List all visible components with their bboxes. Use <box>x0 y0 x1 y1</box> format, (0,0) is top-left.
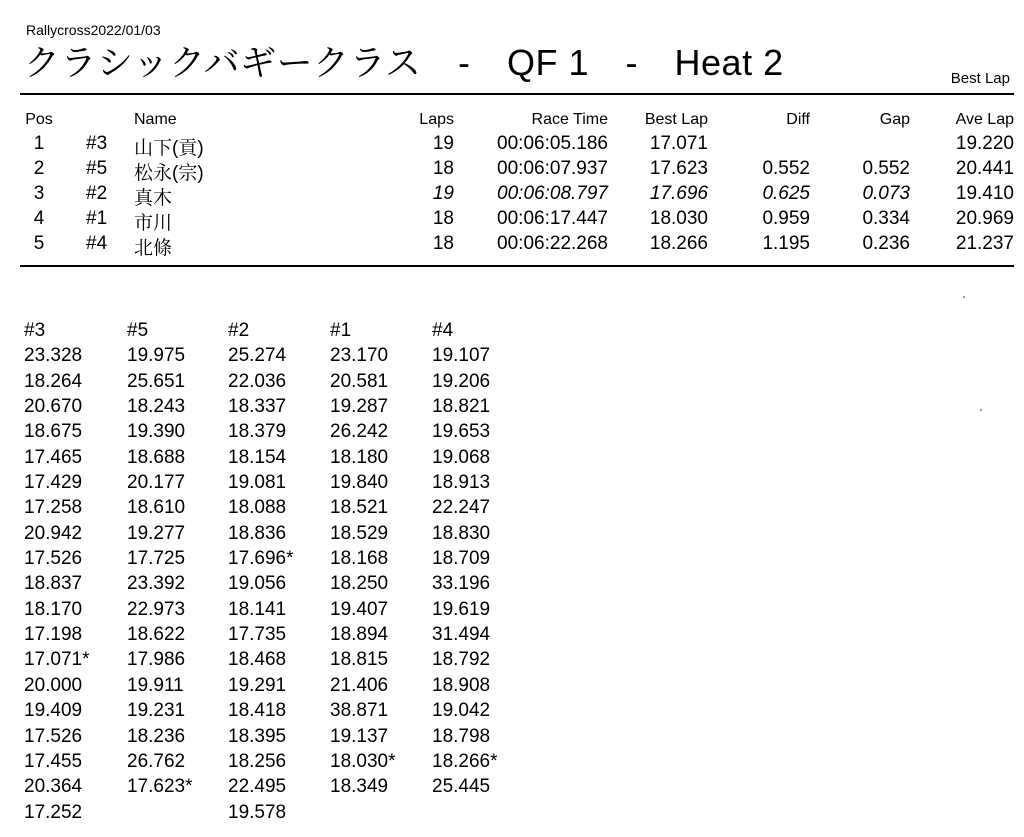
lap-time-cell: 17.258 <box>24 497 83 519</box>
lap-time-cell: 19.231 <box>127 700 186 722</box>
lap-time-cell: 18.821 <box>432 396 491 418</box>
lap-time-cell: 33.196 <box>432 573 491 595</box>
scan-speck <box>963 296 965 298</box>
results-divider <box>20 265 1014 267</box>
ave-lap-cell: 21.237 <box>955 233 1014 254</box>
lap-time-cell: 19.287 <box>330 396 389 418</box>
lap-time-cell: 20.670 <box>24 396 83 418</box>
lap-time-cell: 18.337 <box>228 396 287 418</box>
best-lap-cell: 17.623 <box>649 158 708 179</box>
lap-time-cell: 18.264 <box>24 370 83 392</box>
lap-time-cell: 19.137 <box>330 725 389 747</box>
lap-time-cell: 19.911 <box>127 674 184 696</box>
gap-cell: 0.334 <box>862 208 910 229</box>
lap-time-cell: 18.170 <box>24 598 83 620</box>
table-row <box>0 208 1024 233</box>
lap-time-cell: 18.830 <box>432 522 491 544</box>
lap-time-cell: 18.379 <box>228 421 287 443</box>
lap-time-cell: 19.056 <box>228 573 287 595</box>
lap-time-cell: 25.274 <box>228 345 287 367</box>
lap-time-cell: 17.429 <box>24 472 83 494</box>
lap-time-cell: 18.709 <box>432 548 491 570</box>
race-time-cell: 00:06:08.797 <box>497 183 608 204</box>
lap-time-cell: 17.071* <box>24 649 90 671</box>
lap-time-cell: 18.088 <box>228 497 287 519</box>
ave-lap-cell: 19.410 <box>955 183 1014 204</box>
lap-time-cell: 38.871 <box>330 700 389 722</box>
lap-time-cell: 18.250 <box>330 573 389 595</box>
ave-lap-cell: 20.441 <box>955 158 1014 179</box>
lap-time-cell: 18.395 <box>228 725 287 747</box>
table-row <box>0 183 1024 208</box>
col-header-ave-lap: Ave Lap <box>955 111 1014 128</box>
lap-time-cell: 17.198 <box>24 624 83 646</box>
event-date-line: Rallycross2022/01/03 <box>26 22 161 38</box>
lap-time-cell: 19.068 <box>432 446 491 468</box>
lap-time-cell: 19.277 <box>127 522 186 544</box>
race-time-cell: 00:06:05.186 <box>497 133 608 154</box>
lap-time-cell: 17.725 <box>127 548 186 570</box>
driver-name-cell: 北條 <box>134 238 173 259</box>
car-number-cell: #5 <box>86 158 108 179</box>
diff-cell: 0.625 <box>762 183 810 204</box>
lap-column-car-number: #2 <box>228 320 250 341</box>
lap-time-cell: 18.141 <box>228 598 287 620</box>
lap-time-cell: 17.526 <box>24 725 83 747</box>
lap-time-cell: 17.735 <box>228 624 287 646</box>
lap-time-cell: 18.418 <box>228 700 287 722</box>
lap-column-car-number: #4 <box>432 320 454 341</box>
pos-cell: 3 <box>33 183 45 204</box>
lap-time-cell: 22.247 <box>432 497 491 519</box>
best-lap-cell: 18.266 <box>649 233 708 254</box>
lap-time-cell: 19.291 <box>228 674 287 696</box>
lap-time-cell: 19.042 <box>432 700 491 722</box>
car-number-cell: #4 <box>86 233 108 254</box>
lap-time-cell: 22.973 <box>127 598 186 620</box>
lap-time-cell: 19.409 <box>24 700 83 722</box>
gap-cell: 0.552 <box>862 158 910 179</box>
gap-cell: 0.073 <box>862 183 910 204</box>
lap-time-cell: 17.455 <box>24 750 83 772</box>
driver-name-cell: 山下(貢) <box>134 138 204 159</box>
lap-time-cell: 20.364 <box>24 776 83 798</box>
lap-time-cell: 18.688 <box>127 446 186 468</box>
col-header-race-time: Race Time <box>531 111 608 128</box>
page-title: クラシックバギークラス - QF 1 - Heat 2 <box>24 42 784 83</box>
driver-name-cell: 市川 <box>134 213 173 234</box>
lap-time-cell: 18.030* <box>330 750 396 772</box>
diff-cell: 0.959 <box>762 208 810 229</box>
lap-time-cell: 19.653 <box>432 421 491 443</box>
lap-time-cell: 18.236 <box>127 725 186 747</box>
col-header-best-lap: Best Lap <box>644 111 708 128</box>
lap-time-cell: 18.154 <box>228 446 287 468</box>
pos-cell: 4 <box>33 208 45 229</box>
lap-time-cell: 20.942 <box>24 522 83 544</box>
diff-cell: 0.552 <box>762 158 810 179</box>
best-lap-cell: 18.030 <box>649 208 708 229</box>
lap-time-cell: 17.623* <box>127 776 193 798</box>
lap-time-cell: 19.407 <box>330 598 389 620</box>
race-time-cell: 00:06:22.268 <box>497 233 608 254</box>
race-time-cell: 00:06:07.937 <box>497 158 608 179</box>
lap-time-cell: 26.762 <box>127 750 186 772</box>
laps-cell: 18 <box>432 233 454 254</box>
lap-time-cell: 18.815 <box>330 649 389 671</box>
lap-time-cell: 18.837 <box>24 573 83 595</box>
lap-column <box>228 318 294 825</box>
driver-name-cell: 真木 <box>134 188 173 209</box>
lap-time-cell: 19.578 <box>228 801 287 823</box>
lap-time-cell: 17.526 <box>24 548 83 570</box>
lap-time-cell: 18.675 <box>24 421 83 443</box>
lap-time-cell: 18.256 <box>228 750 287 772</box>
lap-time-cell: 18.913 <box>432 472 491 494</box>
lap-time-cell: 17.252 <box>24 801 83 823</box>
lap-time-cell: 20.000 <box>24 674 83 696</box>
diff-cell: 1.195 <box>762 233 810 254</box>
lap-time-cell: 18.243 <box>127 396 186 418</box>
lap-time-cell: 25.445 <box>432 776 491 798</box>
ave-lap-cell: 20.969 <box>955 208 1014 229</box>
car-number-cell: #1 <box>86 208 108 229</box>
lap-column-car-number: #5 <box>127 320 149 341</box>
ave-lap-cell: 19.220 <box>955 133 1014 154</box>
lap-time-cell: 18.798 <box>432 725 491 747</box>
lap-column <box>432 318 498 800</box>
lap-time-cell: 19.107 <box>432 345 491 367</box>
race-time-cell: 00:06:17.447 <box>497 208 608 229</box>
col-header-name: Name <box>134 111 177 128</box>
lap-time-cell: 18.836 <box>228 522 287 544</box>
lap-time-cell: 21.406 <box>330 674 389 696</box>
lap-time-cell: 18.180 <box>330 446 389 468</box>
table-row <box>0 158 1024 183</box>
lap-time-cell: 18.908 <box>432 674 491 696</box>
col-header-diff: Diff <box>786 111 810 128</box>
lap-time-cell: 19.619 <box>432 598 491 620</box>
lap-time-cell: 22.036 <box>228 370 287 392</box>
pos-cell: 1 <box>33 133 45 154</box>
lap-column <box>127 318 193 800</box>
laps-cell: 18 <box>432 208 454 229</box>
table-row <box>0 133 1024 158</box>
lap-time-cell: 18.266* <box>432 750 498 772</box>
lap-time-cell: 19.390 <box>127 421 186 443</box>
gap-cell: 0.236 <box>862 233 910 254</box>
car-number-cell: #3 <box>86 133 108 154</box>
lap-time-cell: 18.792 <box>432 649 491 671</box>
lap-column-car-number: #3 <box>24 320 46 341</box>
lap-time-cell: 23.392 <box>127 573 186 595</box>
table-row <box>0 233 1024 258</box>
col-header-laps: Laps <box>419 111 454 128</box>
laps-cell: 18 <box>432 158 454 179</box>
lap-time-cell: 18.529 <box>330 522 389 544</box>
lap-time-cell: 22.495 <box>228 776 287 798</box>
lap-time-cell: 17.465 <box>24 446 83 468</box>
lap-time-cell: 26.242 <box>330 421 389 443</box>
pos-cell: 2 <box>33 158 45 179</box>
best-lap-corner-label: Best Lap <box>950 70 1010 87</box>
lap-time-cell: 18.168 <box>330 548 389 570</box>
driver-name-cell: 松永(宗) <box>134 163 204 184</box>
lap-time-cell: 19.975 <box>127 345 186 367</box>
scan-speck <box>980 409 982 411</box>
lap-time-cell: 18.622 <box>127 624 186 646</box>
lap-time-cell: 19.206 <box>432 370 491 392</box>
laps-cell: 19 <box>432 183 454 204</box>
lap-time-cell: 17.986 <box>127 649 186 671</box>
lap-time-cell: 20.177 <box>127 472 186 494</box>
lap-time-cell: 23.328 <box>24 345 83 367</box>
car-number-cell: #2 <box>86 183 108 204</box>
lap-time-cell: 18.894 <box>330 624 389 646</box>
lap-column <box>24 318 90 825</box>
pos-cell: 5 <box>33 233 45 254</box>
lap-time-cell: 18.521 <box>330 497 389 519</box>
lap-time-cell: 17.696* <box>228 548 294 570</box>
lap-time-cell: 25.651 <box>127 370 186 392</box>
lap-time-cell: 18.468 <box>228 649 287 671</box>
lap-time-cell: 18.610 <box>127 497 186 519</box>
results-header-row <box>0 111 1024 131</box>
lap-time-cell: 31.494 <box>432 624 491 646</box>
lap-time-cell: 18.349 <box>330 776 389 798</box>
best-lap-cell: 17.696 <box>649 183 708 204</box>
lap-time-cell: 19.840 <box>330 472 389 494</box>
lap-time-cell: 23.170 <box>330 345 389 367</box>
lap-column-car-number: #1 <box>330 320 352 341</box>
laps-cell: 19 <box>432 133 454 154</box>
col-header-pos: Pos <box>25 111 53 128</box>
lap-column <box>330 318 396 800</box>
col-header-gap: Gap <box>879 111 910 128</box>
lap-time-cell: 19.081 <box>228 472 287 494</box>
best-lap-cell: 17.071 <box>649 133 708 154</box>
header-divider <box>20 93 1014 95</box>
lap-time-cell: 20.581 <box>330 370 389 392</box>
